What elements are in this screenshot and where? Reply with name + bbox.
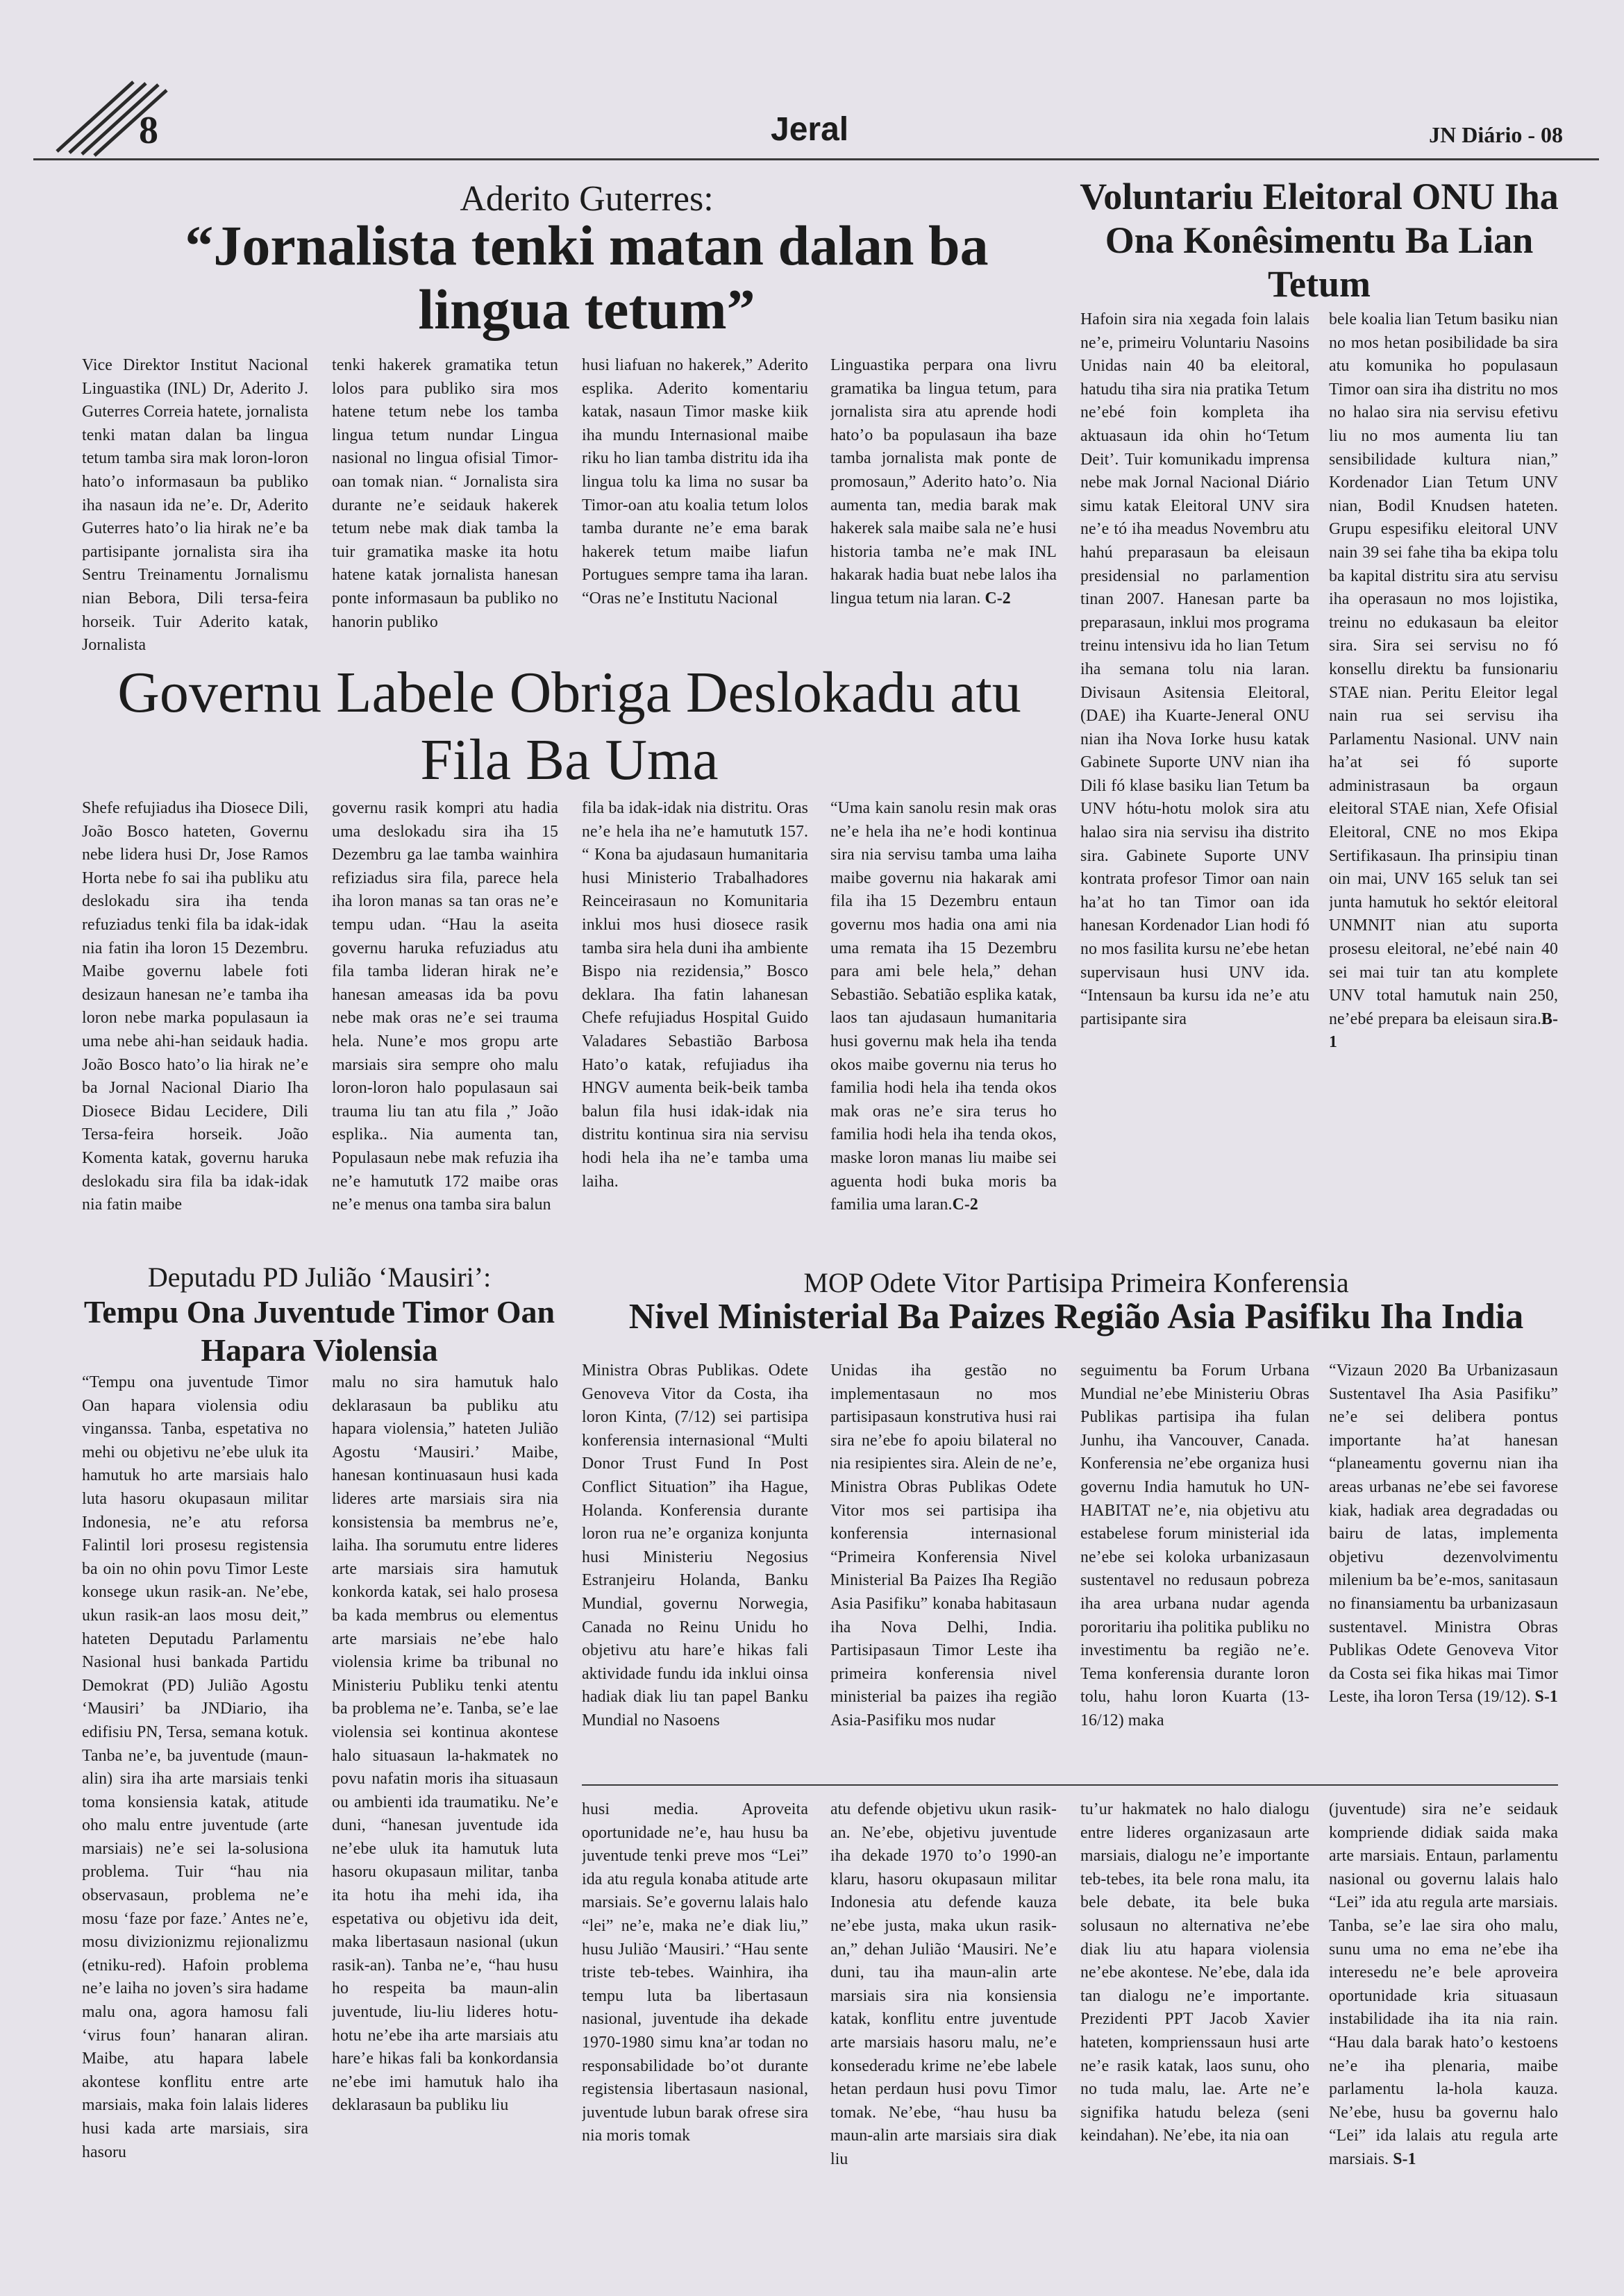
juventude-headline: Tempu Ona Juventude Timor Oan Hapara Violensia [83, 1294, 555, 1368]
article-text: (juventude) sira ne’e seidauk kompriende didiak saida maka arte marsiais. Entaun, parlamentu nasional ou governu lalais halo “Lei” ida atu regula arte marsiais. Tanba, se’e lae sira oho malu, sunu uma no ema ne’ebe iha interesedu ne’e bele aproveira oportunidade kria situasaun instabilidade iha ita nia rain. “Hau dala barak hato’o kestoens ne’e iha plenaria, maibe parlamentu la-hola kauza. Ne’ebe, husu ba governu halo “Lei” ida lalais atu regula arte marsiais. [1329, 1800, 1558, 2168]
jornalista-headline: “Jornalista tenki matan dalan ba lingua tetum” [185, 214, 989, 341]
voluntariu-column-1 [1080, 308, 1309, 1259]
governu-headline: Governu Labele Obriga Deslokadu atu Fila Ba Uma [117, 660, 1021, 792]
governu-column-2 [332, 797, 558, 1262]
ministerial-column-2 [830, 1359, 1057, 1776]
article-ref: C-2 [985, 589, 1011, 607]
ministerial-headline: Nivel Ministerial Ba Paizes Região Asia Pasifiku Iha India [628, 1297, 1524, 1336]
voluntariu-headline: Voluntariu Eleitoral ONU Iha Ona Konêsimentu Ba Lian Tetum [1080, 176, 1559, 305]
header-rule [33, 158, 1599, 160]
jornalista-kicker: Aderito Guterres: [460, 179, 714, 219]
article-text: Ministra Obras Publikas. Odete Genoveva Vitor da Costa, iha loron Kinta, (7/12) sei partisipa konferensia internasional “Multi Donor Trust Fund In Post Conflict Situation” iha Hague, Holanda. Konferensia durante loron rua ne’e organiza konjunta husi Ministeriu Negosius Estranjeiru Holanda, Banku Mundial, governu Norwegia, Canada no Reinu Unidu ho objetivu atu hare’e hikas fali aktividade fundu ida inklui oinsa hadiak diak liu tan papel Banku Mundial no Nasoens [582, 1361, 808, 1729]
article-text: tu’ur hakmatek no halo dialogu entre lideres organizasaun arte marsiais, dialogu ne’e importante teb-tebes, ita bele rona malu, ita bele debate, ita bele buka solusaun no alternativa ne’ebe diak liu atu hapara violensia ne’ebe akontese. Ne’ebe, dala ida tan dialogu ne’e importante. Prezidenti PPT Jacob Xavier hateten, komprienssaun husi arte ne’e rasik katak, laos sunu, oho no tuda malu, lae. Arte ne’e signifika hatudu beleza (seni keindahan). Ne’ebe, ita nia oan [1080, 1800, 1309, 2145]
article-text: Vice Direktor Institut Nacional Linguastika (INL) Dr, Aderito J. Guterres Correia hatete, jornalista tenki matan dalan ba lingua tetum tamba sira mak loron-loron hato’o informasaun ba publiko iha nasaun ida ne’e. Dr, Aderito Guterres hato’o lia hirak ne’e ba partisipante jornalista sira iha Sentru Treinamentu Jornalismu nian Bebora, Dili tersa-feira horseik. Tuir Aderito katak, Jornalista [82, 356, 308, 655]
ministerial-column-3 [1080, 1359, 1309, 1776]
juventude-column-2 [332, 1371, 558, 2218]
juventude-column-5 [1080, 1798, 1309, 2215]
article-text: bele koalia lian Tetum basiku nian no mos hetan posibilidade ba sira atu komunika ho populasaun Timor oan sira iha distritu no mos no halao sira nia servisu efetivu liu no mos aumenta liu tan sensibilidade kultura nian,” Kordenador Lian Tetum UNV nian, Bodil Knudsen hateten. Grupu espesifiku eleitoral UNV nain 39 sei fahe tiha ba ekipa tolu ba kapital distritu sira atu servisu iha operasaun no mos lojistika, treinu no edukasaun ba eleitor sira. Sira sei servisu no fó konsellu direktu ba funsionariu STAE nian. Peritu Eleitor legal nain rua sei servisu iha Parlamentu Nasional. UNV nain ha’at sei fó suporte administrasaun ba orgaun eleitoral STAE nian, Xefe Ofisial Eleitoral, CNE no mos Ekipa Sertifikasaun. Iha prinsipiu tinan oin mai, UNV 165 seluk tan sei junta hamutuk ho sektór eleitoral UNMNIT nian atu suporta prosesu eleitoral, ne’ebé nain 40 sei mai tuir tan atu komplete UNV total hamutuk nain 250, ne’ebé prepara ba eleisaun sira. [1329, 310, 1558, 1028]
juventude-column-1 [82, 1371, 308, 2218]
article-text: seguimentu ba Forum Urbana Mundial ne’ebe Ministeriu Obras Publikas partisipa iha fulan Junhu, iha Vancouver, Canada. Konferensia ne’ebe organiza husi governu India hamutuk ho UN-HABITAT ne’e, nia objetivu atu estabelese forum ministerial ida ne’ebe sei koloka urbanizasaun sustentavel no redusaun pobreza iha area urbana nudar agenda pororitariu iha politika publiku no investimentu ba região ne’e. Tema konferensia durante loron tolu, hahu loron Kuarta (13-16/12) maka [1080, 1361, 1309, 1729]
governu-column-4 [830, 797, 1057, 1262]
article-text: “Uma kain sanolu resin mak oras ne’e hela iha ne’e hodi kontinua sira nia servisu tamba uma laiha maibe governu nia hakarak ami fila iha 15 Dezembru entaun governu mos hadia ona ami nia uma remata iha 15 Dezembru para ami bele hela,” dehan Sebastião. Sebatião esplika katak, laos tan ajudasaun humanitaria husi governu mak hela iha tenda okos maibe governu nia terus ho familia hodi hela iha tenda okos mak oras ne’e sira terus ho familia hodi hela iha tenda okos, maske loron manas liu maibe sei aguenta hodi buka moris ba familia uma laran. [830, 799, 1057, 1214]
ministerial-column-4 [1329, 1359, 1558, 1776]
article-ref: S-1 [1534, 1688, 1558, 1707]
article-text: malu no sira hamutuk halo deklarasaun ba publiku atu hapara violensia,” hateten Julião Agostu ‘Mausiri.’ Maibe, hanesan kontinuasaun husi kada lideres arte marsiais sira nia konsistensia ba membrus ne’e, laiha. Iha sorumutu entre lideres arte marsiais sira hamutuk konkorda katak, sei halo prosesa ba kada membrus ou elementus arte marsiais ne’ebe halo violensia krime ba tribunal no Ministeriu Publiku tenki atentu ba problema ne’e. Tanba, se’e lae violensia sei kontinua akontese halo situasaun la-hakmatek no povu nafatin moris iha situasaun ou ambienti ida traumatiku. Ne’e duni, “hanesan juventude ida ne’ebe uluk ita hamutuk luta hasoru okupasaun militar, tanba ita hotu iha mehi ida, iha espetativa ou objetivu ida deit, maka libertasaun nasional (ukun rasik-an). Tanba ne’e, “hau husu ho respeita ba maun-alin juventude, liu-liu lideres hotu-hotu ne’ebe iha arte marsiais atu hare’e hikas fali ba konkordansia ne’ebe imi hamutuk halo iha deklarasaun ba publiku liu [332, 1373, 558, 2115]
juventude-column-3 [582, 1798, 808, 2215]
article-text: atu defende objetivu ukun rasik-an. Ne’ebe, objetivu juventude iha dekade 1970 to’o 1990-an klaru, hasoru okupasaun militar Indonesia atu defende kauza ne’ebe justa, maka ukun rasik-an,” dehan Julião ‘Mausiri. Ne’e duni, tau iha maun-alin arte marsiais sira nia konsiensia katak, konflitu entre juventude arte marsiais hasoru malu, ne’e konsederadu krime ne’ebe labele hetan perdaun husi povu Timor tomak. Ne’ebe, “hau husu ba maun-alin arte marsiais sira diak liu [830, 1800, 1057, 2168]
article-text: Linguastika perpara ona livru gramatika ba lingua tetum, para jornalista sira atu aprende hodi hato’o ba populasaun iha baze tamba jornalista mak ponte de promosaun,” Aderito hato’o. Nia aumenta tan, media barak mak hakerek sala maibe sala ne’e husi historia tamba ne’e mak INL hakarak hadia buat nebe lalos iha lingua tetum nia laran. [830, 356, 1057, 607]
ministerial-column-1 [582, 1359, 808, 1776]
article-text: husi liafuan no hakerek,” Aderito esplika. Aderito komentariu katak, nasaun Timor maske kiik iha mundu Internasional maibe riku ho lian tamba distritu ida iha lingua tolu ka lima no susar ba Timor-oan atu koalia tetum lolos tamba durante ne’e ema barak hakerek tetum maibe liafun Portugues sempre tama iha laran. “Oras ne’e Institutu Nacional [582, 356, 808, 607]
article-text: “Tempu ona juventude Timor Oan hapara violensia odiu vinganssa. Tanba, espetativa no mehi ou objetivu ne’ebe uluk ita hamutuk ho arte marsiais halo luta hasoru okupasaun militar Indonesia, ne’e atu reforsa Falintil lori prosesu registensia ba oin no ohin povu Timor Leste konsege ukun rasik-an. Ne’ebe, ukun rasik-an laos mosu deit,” hateten Deputadu Parlamentu Nasional husi bankada Partidu Demokrat (PD) Julião Agostu ‘Mausiri’ ba JNDiario, iha edifisiu PN, Tersa, semana kotuk. Tanba ne’e, ba juventude (maun-alin) sira iha arte marsiais tenki toma konsiensia katak, atitude oho malu entre juventude (arte marsiais) ne’e sei la-solusiona problema. Tuir “hau nia observasaun, problema ne’e mosu ‘faze por faze.’ Antes ne’e, mosu divizionizmu rejionalizmu (etniku-red). Hafoin problema ne’e laiha no joven’s sira hadame malu ona, agora hamosu fali ‘virus foun’ hanaran aliran. Maibe, atu hapara labele akontese konflitu entre arte marsiais, maka foin lalais lideres husi kada arte marsiais, sira hasoru [82, 1373, 308, 2161]
governu-column-1 [82, 797, 308, 1262]
section-rule [582, 1784, 1558, 1786]
section-title: Jeral [771, 111, 849, 148]
issue-label: JN Diário - 08 [1429, 122, 1563, 147]
article-text: fila ba idak-idak nia distritu. Oras ne’e hela iha ne’e hamututk 157. “ Kona ba ajudasaun humanitaria husi Ministerio Trabalhadores Reinceirasaun no Komunitaria inklui mos husi diosece rasik tamba sira hela duni iha ambiente Bispo nia rezidensia,” Bosco deklara. Iha fatin lahanesan Chefe refujiadus Hospital Guido Valadares Sebastião Barbosa Hato’o katak, refujiadus iha HNGV aumenta beik-beik tamba balun fila husi idak-idak nia distritu kontinua sira nia servisu hodi hela iha ne’e tamba uma laiha. [582, 799, 808, 1191]
article-text: Hafoin sira nia xegada foin lalais ne’e, primeiru Voluntariu Nasoins Unidas nain 40 ba eleitoral, hatudu tiha sira nia pratika Tetum ne’ebé foin kompleta iha aktuasaun ida ohin ho‘Tetum Deit’. Tuir komunikadu imprensa nebe mak Jornal Nacional Diário simu katak Eleitoral UNV sira ne’e tó iha meadus Novembru atu hahú preparasaun ba eleisaun presidensial no parlamention tinan 2007. Hanesan parte ba preparasaun, inklui mos programa treinu intensivu ida ho lian Tetum iha semana tolu nia laran. Divisaun Asitensia Eleitoral, (DAE) iha Kuarte-Jeneral ONU nian iha Nova Iorke husu katak Gabinete Suporte UNV nian iha Dili fó klase basiku lian Tetum ba UNV hótu-hotu molok sira atu halao sira nia servisu iha distrito sira. Gabinete Suporte UNV kontrata profesor Timor oan nain ha’at ho tan Timor oan ida hanesan Kordenador Lian hodi fó no mos fasilita kursu ne’ebe hetan supervisaun husi UNV ida. “Intensaun ba kursu ida ne’e atu partisipante sira [1080, 310, 1309, 1028]
jornalista-column-3 [582, 354, 808, 660]
article-text: husi media. Aproveita oportunidade ne’e, hau husu ba juventude tenki preve mos “Lei” ida atu regula konaba atitude arte marsiais. Se’e governu lalais halo “lei” ne’e, maka ne’e diak liu,” husu Julião ‘Mausiri.’ “Hau sente triste teb-tebes. Wainhira, iha tempu luta ba libertasaun nasional, juventude iha dekade 1970-1980 simu kna’ar todan no responsabilidade bo’ot durante registensia libertasaun nasional, juventude lubun barak ofrese sira nia moris tomak [582, 1800, 808, 2145]
jornalista-column-4 [830, 354, 1057, 660]
article-text: Unidas iha gestão no implementasaun no mos partisipasaun konstrutiva husi rai sira ne’ebe fo apoiu bilateral no nia resipientes sira. Alein de ne’e, Ministra Obras Publikas Odete Vitor mos sei partisipa iha konferensia internasional “Primeira Konferensia Nivel Ministerial Ba Paizes Iha Região Asia Pasifiku” konaba habitasaun iha Nova Delhi, India. Partisipasaun Timor Leste iha primeira konferensia nivel ministerial ba paizes iha região Asia-Pasifiku mos nudar [830, 1361, 1057, 1729]
article-text: “Vizaun 2020 Ba Urbanizasaun Sustentavel Iha Asia Pasifiku” ne’e sei delibera pontus importante ha’at hanesan “planeamentu governu nian iha areas urbanas ne’ebe sei favorese kiak, hadiak area degradadas ou bairu de latas, implementa objetivu dezenvolvimentu milenium ba be’e-mos, sanitasaun no finansiamentu ba urbanizasaun sustentavel. Ministra Obras Publikas Odete Genoveva Vitor da Costa sei fika hikas mai Timor Leste, iha loron Tersa (19/12). [1329, 1361, 1558, 1707]
voluntariu-column-2 [1329, 308, 1558, 1259]
article-text: governu rasik kompri atu hadia uma deslokadu sira iha 15 Dezembru ga lae tamba wainhira refiziadus sira fila, parece hela iha loron manas sa tan oras ne’e tempu udan. “Hau la aseita governu haruka refuziadus atu fila tamba lideran hirak ne’e hanesan ameasas ida ba povu nebe mak oras ne’e sei trauma hela. Nune’e mos gropu arte marsiais sira sempre oho malu loron-loron halo populasaun sai trauma liu tan atu fila ,” João esplika.. Nia aumenta tan, Populasaun nebe mak refuzia iha ne’e hamututk 172 maibe oras ne’e menus ona tamba sira balun [332, 799, 558, 1214]
ministerial-kicker: MOP Odete Vitor Partisipa Primeira Konferensia [803, 1267, 1349, 1298]
article-ref: C-2 [952, 1196, 978, 1214]
article-text: tenki hakerek gramatika tetun lolos para publiko sira mos hatene tetum nebe los tamba lingua tetum nundar Lingua nasional no lingua ofisial Timor-oan tomak nian. “ Jornalista sira durante ne’e seidauk hakerek tetum nebe mak diak tamba la tuir gramatika maske ita hotu hatene katak jornalista hanesan ponte informasaun ba publiko no hanorin publiko [332, 356, 558, 631]
juventude-column-4 [830, 1798, 1057, 2215]
jornalista-column-2 [332, 354, 558, 660]
governu-column-3 [582, 797, 808, 1262]
juventude-kicker: Deputadu PD Julião ‘Mausiri’: [147, 1262, 492, 1293]
article-ref: S-1 [1393, 2150, 1416, 2168]
article-ref: B-1 [1329, 1009, 1558, 1052]
page-number: 8 [139, 109, 158, 152]
article-text: Shefe refujiadus iha Diosece Dili, João Bosco hateten, Governu nebe lidera husi Dr, Jose Ramos Horta nebe fo sai iha publiku atu deslokadu sira iha tenda refuziadus tenki fila ba idak-idak nia fatin iha loron 15 Dezembru. Maibe governu labele foti desizaun hanesan ne’e tamba iha loron nebe marka populasaun ia uma nebe ahi-han seidauk hadia. João Bosco hato’o lia hirak ne’e ba Jornal Nacional Diario Iha Diosece Bidau Lecidere, Dili Tersa-feira horseik. João Komenta katak, governu haruka deslokadu sira fila ba idak-idak nia fatin maibe [82, 799, 308, 1214]
jornalista-column-1 [82, 354, 308, 660]
juventude-column-6 [1329, 1798, 1558, 2215]
